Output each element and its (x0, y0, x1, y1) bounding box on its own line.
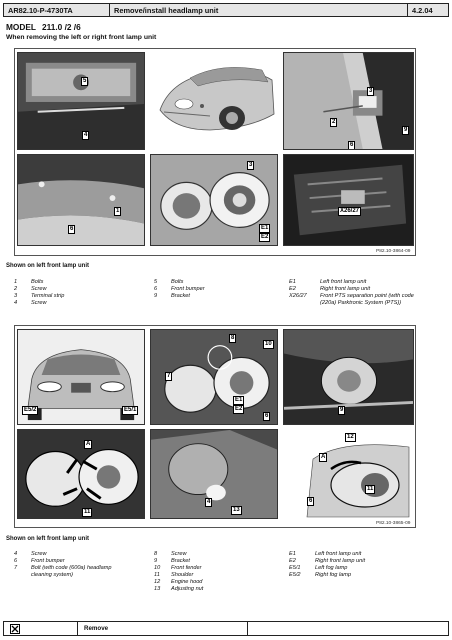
legend-row: 5 Bolts (154, 279, 184, 285)
callout-label: 1 (116, 208, 120, 214)
callout-label: 13 (233, 507, 240, 513)
callout-label: 3 (369, 88, 373, 94)
step-label: Remove (78, 622, 248, 635)
step-footer (3, 621, 449, 636)
photo-lamp-bracket (283, 52, 414, 150)
legend-row: 13 Adjusting nut (154, 586, 204, 592)
photo-lamp-removal (283, 429, 414, 519)
callout-label: 10 (265, 341, 272, 347)
callout-label: 11 (84, 509, 91, 515)
callout-label: E1 (235, 397, 243, 403)
legend-row: E2 Right front lamp unit (289, 558, 366, 564)
callout-label: 6 (265, 413, 269, 419)
legend-row: 4 Screw (14, 300, 47, 306)
legend-column (289, 551, 429, 579)
legend-row: 2 Screw (14, 286, 47, 292)
legend-row: 11 Shoulder (154, 572, 194, 578)
callout-label: E2 (235, 406, 243, 412)
model-line (6, 22, 81, 32)
legend-column (289, 279, 429, 307)
callout-label: 12 (347, 434, 354, 440)
document-header (3, 3, 449, 17)
legend-row: 9 Bracket (154, 558, 190, 564)
callout-label: E1 (261, 225, 269, 231)
document-version: 4.2.04 (412, 6, 433, 15)
callout-label: 5 (83, 78, 87, 84)
figure-2 (14, 325, 416, 528)
figure-reference: P82.10-3865-09 (376, 521, 411, 526)
figure-caption: Shown on left front lamp unit (6, 536, 89, 542)
photo-car-overview (150, 52, 278, 150)
legend-row: 6 Front bumper (154, 286, 205, 292)
model-label: MODEL (6, 22, 36, 32)
legend-row: 10 Front fender (154, 565, 202, 571)
photo-bracket-detail (283, 329, 414, 425)
callout-label: 6 (70, 226, 74, 232)
callout-label: 9 (340, 407, 344, 413)
legend-column (154, 279, 274, 300)
photo-headlamp-screws (150, 329, 278, 425)
legend-row: 12 Engine hood (154, 579, 203, 585)
callout-label: 7 (167, 373, 171, 379)
document-code: AR82.10-P-4730TA (4, 4, 110, 16)
legend-row: 3 Terminal strip (14, 293, 65, 299)
document-title: Remove/install headlamp unit (110, 4, 408, 16)
callout-label: X26/27 (340, 208, 360, 214)
legend-row: 9 Bracket (154, 293, 190, 299)
figure-caption: Shown on left front lamp unit (6, 263, 89, 269)
figure-1 (14, 48, 416, 256)
legend-row: 8 Screw (154, 551, 187, 557)
figure-reference: P82.10-3864-09 (376, 249, 411, 254)
legend-row: 1 Bolts (14, 279, 44, 285)
legend-column (14, 279, 134, 307)
photo-headlamp-mounting (17, 429, 145, 519)
callout-label: 3 (249, 162, 253, 168)
callout-label: 8 (231, 335, 235, 341)
photo-headlamps (150, 154, 278, 246)
callout-label: 9 (404, 127, 408, 133)
legend-row: E1 Left front lamp unit (289, 279, 367, 285)
legend-row: E2 Right front lamp unit (289, 286, 371, 292)
section-subheading: When removing the left or right front lamp unit (6, 34, 157, 41)
photo-adjusting-nut (150, 429, 278, 519)
legend-row: 6 Front bumper (14, 558, 65, 564)
legend-row: X26/27 Front PTS separation point (with code (220a) Parktronic System (PTS)) (289, 293, 414, 306)
legend-row: E5/2 Right fog lamp (289, 572, 352, 578)
wrench-cross-icon (4, 622, 78, 635)
callout-label: E5/1 (124, 407, 137, 413)
callout-label: E5/2 (24, 407, 37, 413)
photo-car-front (17, 329, 145, 425)
legend-row: E5/1 Left fog lamp (289, 565, 348, 571)
photo-engine-bay-front (17, 52, 145, 150)
legend-column (154, 551, 274, 593)
callout-label: 2 (332, 119, 336, 125)
callout-label: 6 (309, 498, 313, 504)
photo-pts-connector (283, 154, 414, 246)
callout-label: 6 (350, 142, 354, 148)
callout-label: E2 (261, 234, 269, 240)
photo-bumper-underside (17, 154, 145, 246)
callout-label: 11 (367, 486, 374, 492)
legend-row: E1 Left front lamp unit (289, 551, 362, 557)
callout-label: 4 (84, 132, 88, 138)
legend-row: 4 Screw (14, 551, 47, 557)
callout-label: A (86, 441, 91, 447)
callout-label: 4 (207, 499, 211, 505)
legend-column (14, 551, 134, 579)
model-value: 211.0 /2 /6 (41, 22, 81, 32)
legend-row: 7 Bolt (with code (600a) headlamp cleaning system) (14, 565, 112, 578)
callout-label: A (321, 454, 326, 460)
